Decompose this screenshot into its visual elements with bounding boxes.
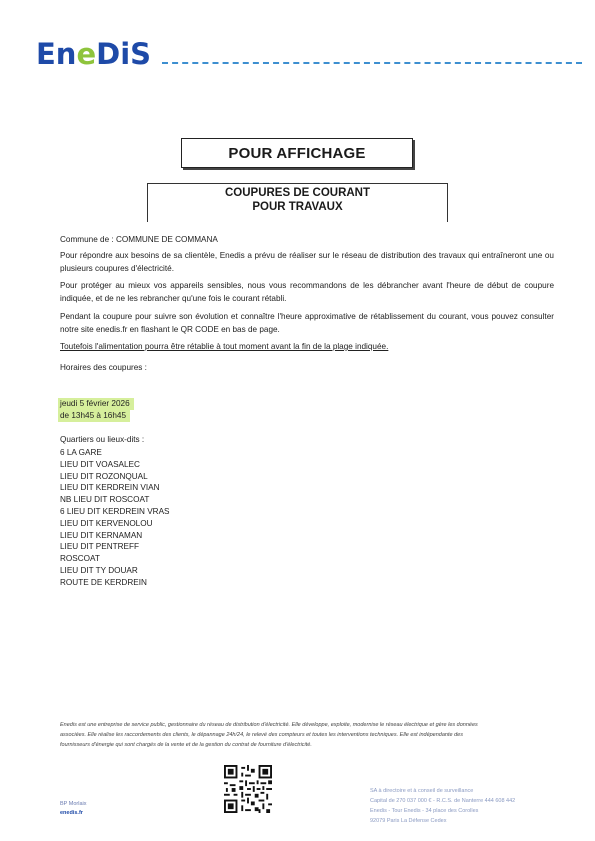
- schedule-date: jeudi 5 février 2026: [58, 398, 134, 410]
- paragraph-1: Pour répondre aux besoins de sa clientèle, Enedis a prévu de réaliser sur le réseau de distribution des travaux qui entraîneront une ou plusieurs coupures d'électricité.: [60, 251, 554, 273]
- location-item: 6 LIEU DIT KERDREIN VRAS: [60, 506, 170, 516]
- location-item: ROUTE DE KERDREIN: [60, 577, 147, 587]
- footer-right: [370, 786, 515, 826]
- footer-right-line-2: Capital de 270 037 000 € - R.C.S. de Nanterre 444 608 442: [370, 798, 516, 804]
- coupures-box: [147, 183, 448, 222]
- footer-right-line-1: SA à directoire et à conseil de surveillance: [370, 788, 474, 794]
- legal-notice: [60, 720, 550, 750]
- footer-right-line-3: Enedis - Tour Enedis - 34 place des Corolles: [370, 808, 479, 814]
- location-item: LIEU DIT PENTREFF: [60, 542, 140, 552]
- qr-code-icon[interactable]: [224, 765, 272, 813]
- header-divider: [162, 62, 582, 64]
- coupures-title-line2: POUR TRAVAUX: [252, 201, 343, 213]
- location-item: 6 LA GARE: [60, 448, 102, 457]
- pour-affichage-box: [181, 138, 413, 168]
- legal-line-1: Enedis est une entreprise de service public, gestionnaire du réseau de distribution d'électricité. Elle développe, exploite, modernise le réseau électrique et gère les données: [60, 722, 478, 728]
- footer-left: [60, 800, 87, 818]
- footer-left-line-1: BP Morlaix: [60, 801, 87, 807]
- locations-list: [60, 447, 170, 589]
- paragraph-3: Pendant la coupure pour suivre son évolution et connaître l'heure approximative de rétablissement du courant, vous pouvez consulter notre site enedis.fr en flashant le QR CODE en bas de page.: [60, 312, 554, 334]
- schedule-time: de 13h45 à 16h45: [58, 410, 130, 422]
- locations-label: Quartiers ou lieux-dits :: [60, 435, 145, 444]
- location-item: LIEU DIT ROZONQUAL: [60, 471, 148, 481]
- pour-affichage-title: POUR AFFICHAGE: [228, 144, 366, 162]
- legal-line-2: associées. Elle réalise les raccordements des clients, le dépannage 24h/24, le relevé des compteurs et toutes les interventions techniques. Elle est indépendante des: [60, 732, 463, 738]
- logo-part-3: DiS: [96, 37, 152, 71]
- location-item: LIEU DIT TY DOUAR: [60, 565, 138, 575]
- location-item: NB LIEU DIT ROSCOAT: [60, 495, 150, 505]
- logo-part-2: e: [76, 37, 97, 71]
- footer-right-line-4: 92079 Paris La Défense Cedex: [370, 818, 447, 824]
- legal-line-3: fournisseurs d'énergie qui sont chargés de la vente et de la gestion du contrat de fourniture d'électricité.: [60, 742, 312, 748]
- commune-line: Commune de : COMMUNE DE COMMANA: [60, 235, 218, 244]
- location-item: LIEU DIT VOASALEC: [60, 459, 140, 469]
- enedis-logo: [36, 38, 151, 70]
- logo-part-1: En: [36, 37, 77, 71]
- coupures-title-line1: COUPURES DE COURANT: [224, 187, 371, 199]
- location-item: LIEU DIT KERNAMAN: [60, 530, 143, 540]
- footer-website-link[interactable]: enedis.fr: [60, 810, 83, 816]
- location-item: LIEU DIT KERVENOLOU: [60, 518, 153, 528]
- location-item: ROSCOAT: [60, 554, 100, 564]
- paragraph-2: Pour protéger au mieux vos appareils sensibles, nous vous recommandons de les débrancher avant l'heure de début de coupure indiquée, et de ne les rebrancher qu'une fois le courant rétabli.: [60, 281, 554, 303]
- paragraph-4: Toutefois l'alimentation pourra être rétablie à tout moment avant la fin de la plage indiquée.: [60, 342, 389, 351]
- schedule-label: Horaires des coupures :: [60, 363, 147, 372]
- location-item: LIEU DIT KERDREIN VIAN: [60, 483, 160, 493]
